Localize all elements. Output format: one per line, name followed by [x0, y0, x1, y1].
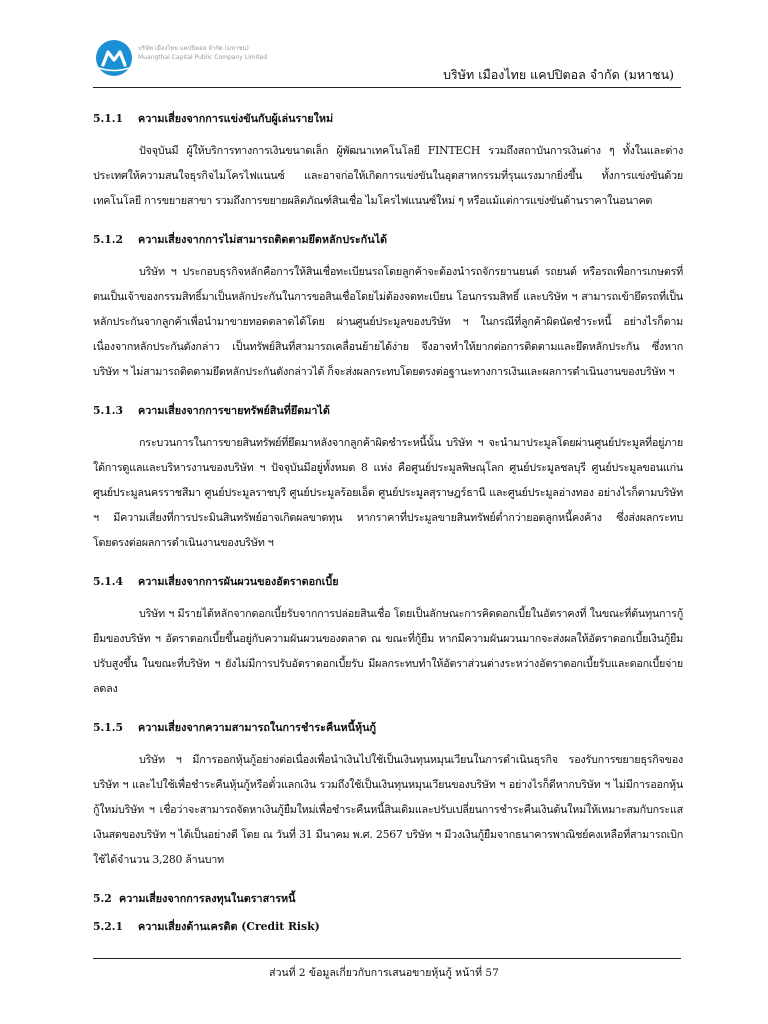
- section-number: 5.1.1: [93, 112, 124, 125]
- section-paragraph: กระบวนการในการขายสินทรัพย์ที่ยึดมาหลังจากลูกค้าผิดชำระหนี้นั้น บริษัท ฯ จะนำมาประมูลโดยผ่านศูนย์ประมูลที่อยู่ภายใต้การดูแลและบริหารงานของบริษัท ฯ ปัจจุบันมีอยู่ทั้งหมด 8 แห่ง คือศูนย์ประมูลพิษณุโลก ศูนย์ประมูลชลบุรี ศูนย์ประมูลขอนแก่น ศูนย์ประมูลนครราชสีมา ศูนย์ประมูลราชบุรี ศูนย์ประมูลร้อยเอ็ด ศูนย์ประมูลสุราษฎร์ธานี และศูนย์ประมูลอ่างทอง อย่างไรก็ตามบริษัท ฯ มีความเสี่ยงที่การประมินสินทรัพย์อาจเกิดผลขาดทุน หากราคาที่ประมูลขายสินทรัพย์ต่ำกว่ายอดลูกหนี้คงค้าง ซึ่งส่งผลกระทบโดยตรงต่อผลการดำเนินงานของบริษัท ฯ: [93, 436, 683, 549]
- section-heading-5-1-3: [93, 398, 683, 423]
- company-name-header: บริษัท เมืองไทย แคปปิตอล จำกัด (มหาชน): [443, 67, 674, 82]
- page-footer: ส่วนที่ 2 ข้อมูลเกี่ยวกับการเสนอขายหุ้นกู้ หน้าที่ 57: [269, 967, 499, 979]
- company-logo-icon: [96, 40, 132, 76]
- section-number: 5.1.3: [93, 404, 124, 417]
- section-number: 5.2.1: [93, 920, 124, 933]
- section-paragraph: บริษัท ฯ มีการออกหุ้นกู้อย่างต่อเนื่องเพื่อนำเงินไปใช้เป็นเงินทุนหมุนเวียนในการดำเนินธุรกิจ รองรับการขยายธุรกิจของบริษัท ฯ และไปใช้เพื่อชำระคืนหุ้นกู้หรือตั๋วแลกเงิน รวมถึงใช้เป็นเงินทุนหมุนเวียนของบริษัท ฯ อย่างไรก็ดีหากบริษัท ฯ ไม่มีการออกหุ้นกู้ใหม่บริษัท ฯ เชื่อว่าจะสามารถจัดหาเงินกู้ยืมใหม่เพื่อชำระคืนหนี้สินเดิมและปรับเปลี่ยนการชำระคืนเงินต้นใหม่ให้เหมาะสมกับกระแสเงินสดของบริษัท ฯ ได้เป็นอย่างดี โดย ณ วันที่ 31 มีนาคม พ.ศ. 2567 บริษัท ฯ มีวงเงินกู้ยืมจากธนาคารพาณิชย์คงเหลือที่สามารถเบิกใช้ได้จำนวน 3,280 ล้านบาท: [93, 753, 683, 866]
- section-heading-5-1-5: [93, 715, 683, 740]
- footer-divider: [93, 958, 681, 959]
- section-paragraph: ปัจจุบันมี ผู้ให้บริการทางการเงินขนาดเล็ก ผู้พัฒนาเทคโนโลยี FINTECH รวมถึงสถาบันการเงินต่าง ๆ ทั้งในและต่างประเทศให้ความสนใจธุรกิจไมโครไฟแนนซ์ และอาจก่อให้เกิดการแข่งขันในอุตสาหกรรมที่รุนแรงมากยิ่งขึ้น ทั้งการแข่งขันด้วยเทคโนโลยี การขยายสาขา รวมถึงการขยายผลิตภัณฑ์สินเชื่อ ไมโครไฟแนนซ์ใหม่ ๆ หรือแม้แต่การแข่งขันด้านราคาในอนาคต: [93, 144, 683, 207]
- section-title: ความเสี่ยงจากการผันผวนของอัตราดอกเบี้ย: [138, 575, 339, 588]
- section-heading-5-1-2: [93, 227, 683, 252]
- section-heading-5-1-4: [93, 569, 683, 594]
- section-title: ความเสี่ยงจากความสามารถในการชำระคืนหนี้หุ้นกู้: [138, 721, 377, 734]
- section-title: ความเสี่ยงจากการลงทุนในตราสารหนี้: [119, 892, 296, 905]
- section-paragraph: บริษัท ฯ ประกอบธุรกิจหลักคือการให้สินเชื่อทะเบียนรถโดยลูกค้าจะต้องนำรถจักรยานยนต์ รถยนต์ หรือรถเพื่อการเกษตรที่ตนเป็นเจ้าของกรรมสิทธิ์มาเป็นหลักประกันในการขอสินเชื่อโดยไม่ต้องจดทะเบียน โอนกรรมสิทธิ์ และบริษัท ฯ สามารถเข้ายึดรถที่เป็นหลักประกันจากลูกค้าเพื่อนำมาขายทอดตลาดได้โดย ผ่านศูนย์ประมูลของบริษัท ฯ ในกรณีที่ลูกค้าผิดนัดชำระหนี้ อย่างไรก็ตามเนื่องจากหลักประกันดังกล่าว เป็นทรัพย์สินที่สามารถเคลื่อนย้ายได้ง่าย จึงอาจทำให้ยากต่อการติดตามและยึดหลักประกัน ซึ่งหาก บริษัท ฯ ไม่สามารถติดตามยึดหลักประกันดังกล่าวได้ ก็จะส่งผลกระทบโดยตรงต่อฐานะทางการเงินและผลการดำเนินงานของบริษัท ฯ: [93, 265, 683, 378]
- section-number: 5.1.5: [93, 721, 124, 734]
- section-number: 5.2: [93, 892, 112, 905]
- section-title: ความเสี่ยงจากการแข่งขันกับผู้เล่นรายใหม่: [138, 112, 334, 125]
- section-paragraph: บริษัท ฯ มีรายได้หลักจากดอกเบี้ยรับจากการปล่อยสินเชื่อ โดยเป็นลักษณะการคิดดอกเบี้ยในอัตราคงที่ ในขณะที่ต้นทุนการกู้ยืมของบริษัท ฯ อัตราดอกเบี้ยขึ้นอยู่กับความผันผวนของตลาด ณ ขณะที่กู้ยืม หากมีความผันผวนมากจะส่งผลให้อัตราดอกเบี้ยเงินกู้ยืมปรับสูงขึ้น ในขณะที่บริษัท ฯ ยังไม่มีการปรับอัตราดอกเบี้ยรับ มีผลกระทบทำให้อัตราส่วนต่างระหว่างอัตราดอกเบี้ยรับและดอกเบี้ยจ่ายลดลง: [93, 607, 683, 695]
- section-title: ความเสี่ยงด้านเครดิต (Credit Risk): [138, 920, 320, 933]
- header-divider: [93, 87, 681, 88]
- section-heading-5-1-1: [93, 106, 683, 131]
- document-body: [93, 106, 683, 946]
- section-number: 5.1.2: [93, 233, 124, 246]
- section-title: ความเสี่ยงจากการไม่สามารถติดตามยึดหลักประกันได้: [138, 233, 388, 246]
- section-heading-5-2-1: [93, 914, 683, 939]
- logo-wordmark: บริษัท เมืองไทย แคปปิตอล จำกัด (มหาชน) Muangthai Capital Public Company Limited: [138, 45, 268, 61]
- section-number: 5.1.4: [93, 575, 124, 588]
- section-title: ความเสี่ยงจากการขายทรัพย์สินที่ยึดมาได้: [138, 404, 330, 417]
- section-heading-5-2: [93, 886, 683, 911]
